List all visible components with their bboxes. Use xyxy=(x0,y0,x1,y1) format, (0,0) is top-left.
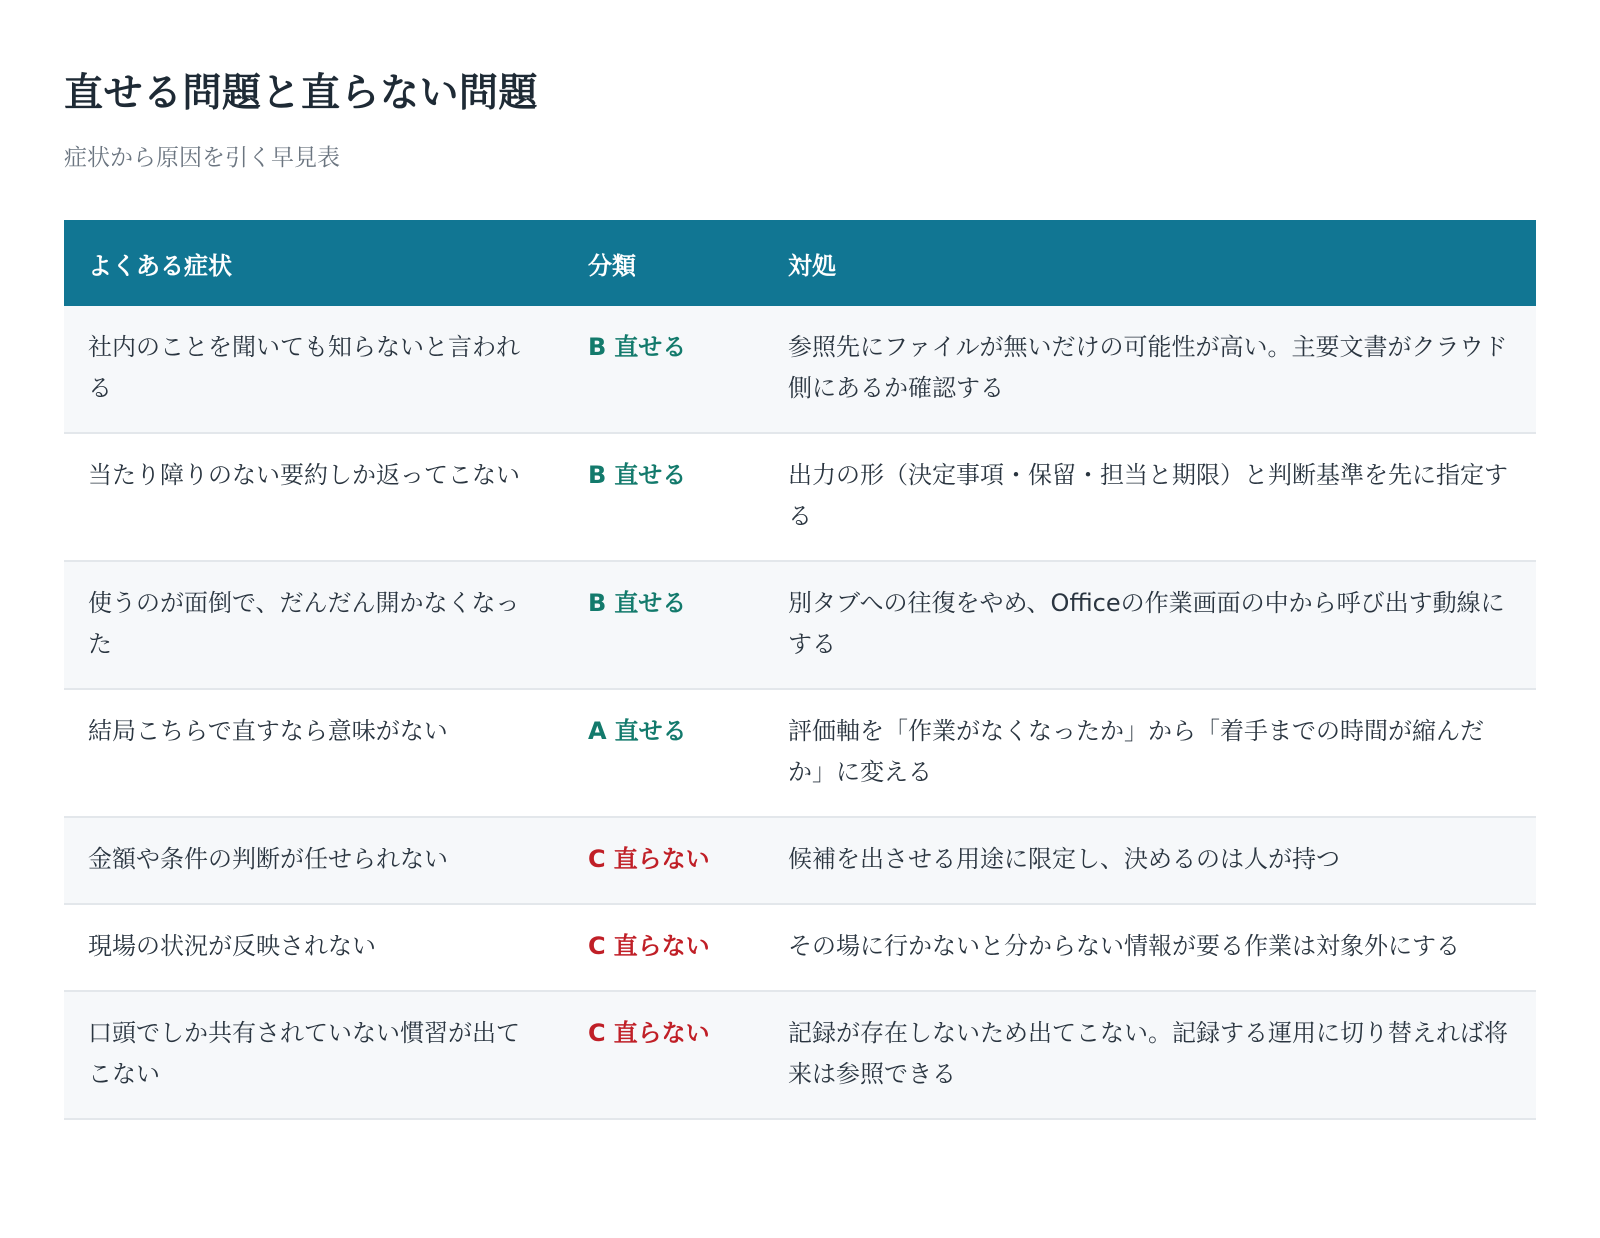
category-label: 直らない xyxy=(613,932,710,960)
category-cell xyxy=(564,991,764,1119)
category-grade: C xyxy=(588,1019,606,1047)
category-grade: B xyxy=(588,461,607,489)
category-cell xyxy=(564,817,764,904)
page-title: 直せる問題と直らない問題 xyxy=(64,71,539,116)
table-body xyxy=(64,306,1536,1119)
table-row xyxy=(64,991,1536,1119)
symptom-cell: 現場の状況が反映されない xyxy=(64,904,564,991)
category-badge xyxy=(588,589,686,617)
symptom-cell: 当たり障りのない要約しか返ってこない xyxy=(64,433,564,561)
action-cell: 参照先にファイルが無いだけの可能性が高い。主要文書がクラウド側にあるか確認する xyxy=(764,306,1536,433)
category-cell xyxy=(564,433,764,561)
category-label: 直らない xyxy=(613,845,710,873)
category-badge xyxy=(588,1019,710,1047)
table-row xyxy=(64,817,1536,904)
category-grade: C xyxy=(588,845,606,873)
symptom-cell: 金額や条件の判断が任せられない xyxy=(64,817,564,904)
category-grade: B xyxy=(588,589,607,617)
category-grade: A xyxy=(588,717,607,745)
category-label: 直せる xyxy=(614,589,687,617)
category-badge xyxy=(588,845,710,873)
symptom-cell: 結局こちらで直すなら意味がない xyxy=(64,689,564,817)
action-cell: 候補を出させる用途に限定し、決めるのは人が持つ xyxy=(764,817,1536,904)
action-cell: 別タブへの往復をやめ、Officeの作業画面の中から呼び出す動線にする xyxy=(764,561,1536,689)
category-badge xyxy=(588,461,686,489)
table-header xyxy=(64,220,1536,306)
category-label: 直らない xyxy=(613,1019,710,1047)
category-label: 直せる xyxy=(614,717,687,745)
page-subtitle: 症状から原因を引く早見表 xyxy=(64,145,340,171)
action-cell: 記録が存在しないため出てこない。記録する運用に切り替えれば将来は参照できる xyxy=(764,991,1536,1119)
category-badge xyxy=(588,333,686,361)
action-cell: 評価軸を「作業がなくなったか」から「着手までの時間が縮んだか」に変える xyxy=(764,689,1536,817)
table-row xyxy=(64,904,1536,991)
column-header-action: 対処 xyxy=(764,220,1536,306)
table-row xyxy=(64,433,1536,561)
column-header-category: 分類 xyxy=(564,220,764,306)
action-cell: その場に行かないと分からない情報が要る作業は対象外にする xyxy=(764,904,1536,991)
category-badge xyxy=(588,932,710,960)
symptom-cell: 使うのが面倒で、だんだん開かなくなった xyxy=(64,561,564,689)
category-cell xyxy=(564,689,764,817)
action-cell: 出力の形（決定事項・保留・担当と期限）と判断基準を先に指定する xyxy=(764,433,1536,561)
category-grade: B xyxy=(588,333,607,361)
category-grade: C xyxy=(588,932,606,960)
table-row xyxy=(64,689,1536,817)
symptom-cell: 口頭でしか共有されていない慣習が出てこない xyxy=(64,991,564,1119)
category-cell xyxy=(564,561,764,689)
table-row xyxy=(64,561,1536,689)
table-header-row xyxy=(64,220,1536,306)
category-label: 直せる xyxy=(614,461,687,489)
category-cell xyxy=(564,904,764,991)
category-badge xyxy=(588,717,687,745)
symptom-table xyxy=(64,220,1536,1120)
column-header-symptom: よくある症状 xyxy=(64,220,564,306)
category-cell xyxy=(564,306,764,433)
table-row xyxy=(64,306,1536,433)
symptom-cell: 社内のことを聞いても知らないと言われる xyxy=(64,306,564,433)
category-label: 直せる xyxy=(614,333,687,361)
